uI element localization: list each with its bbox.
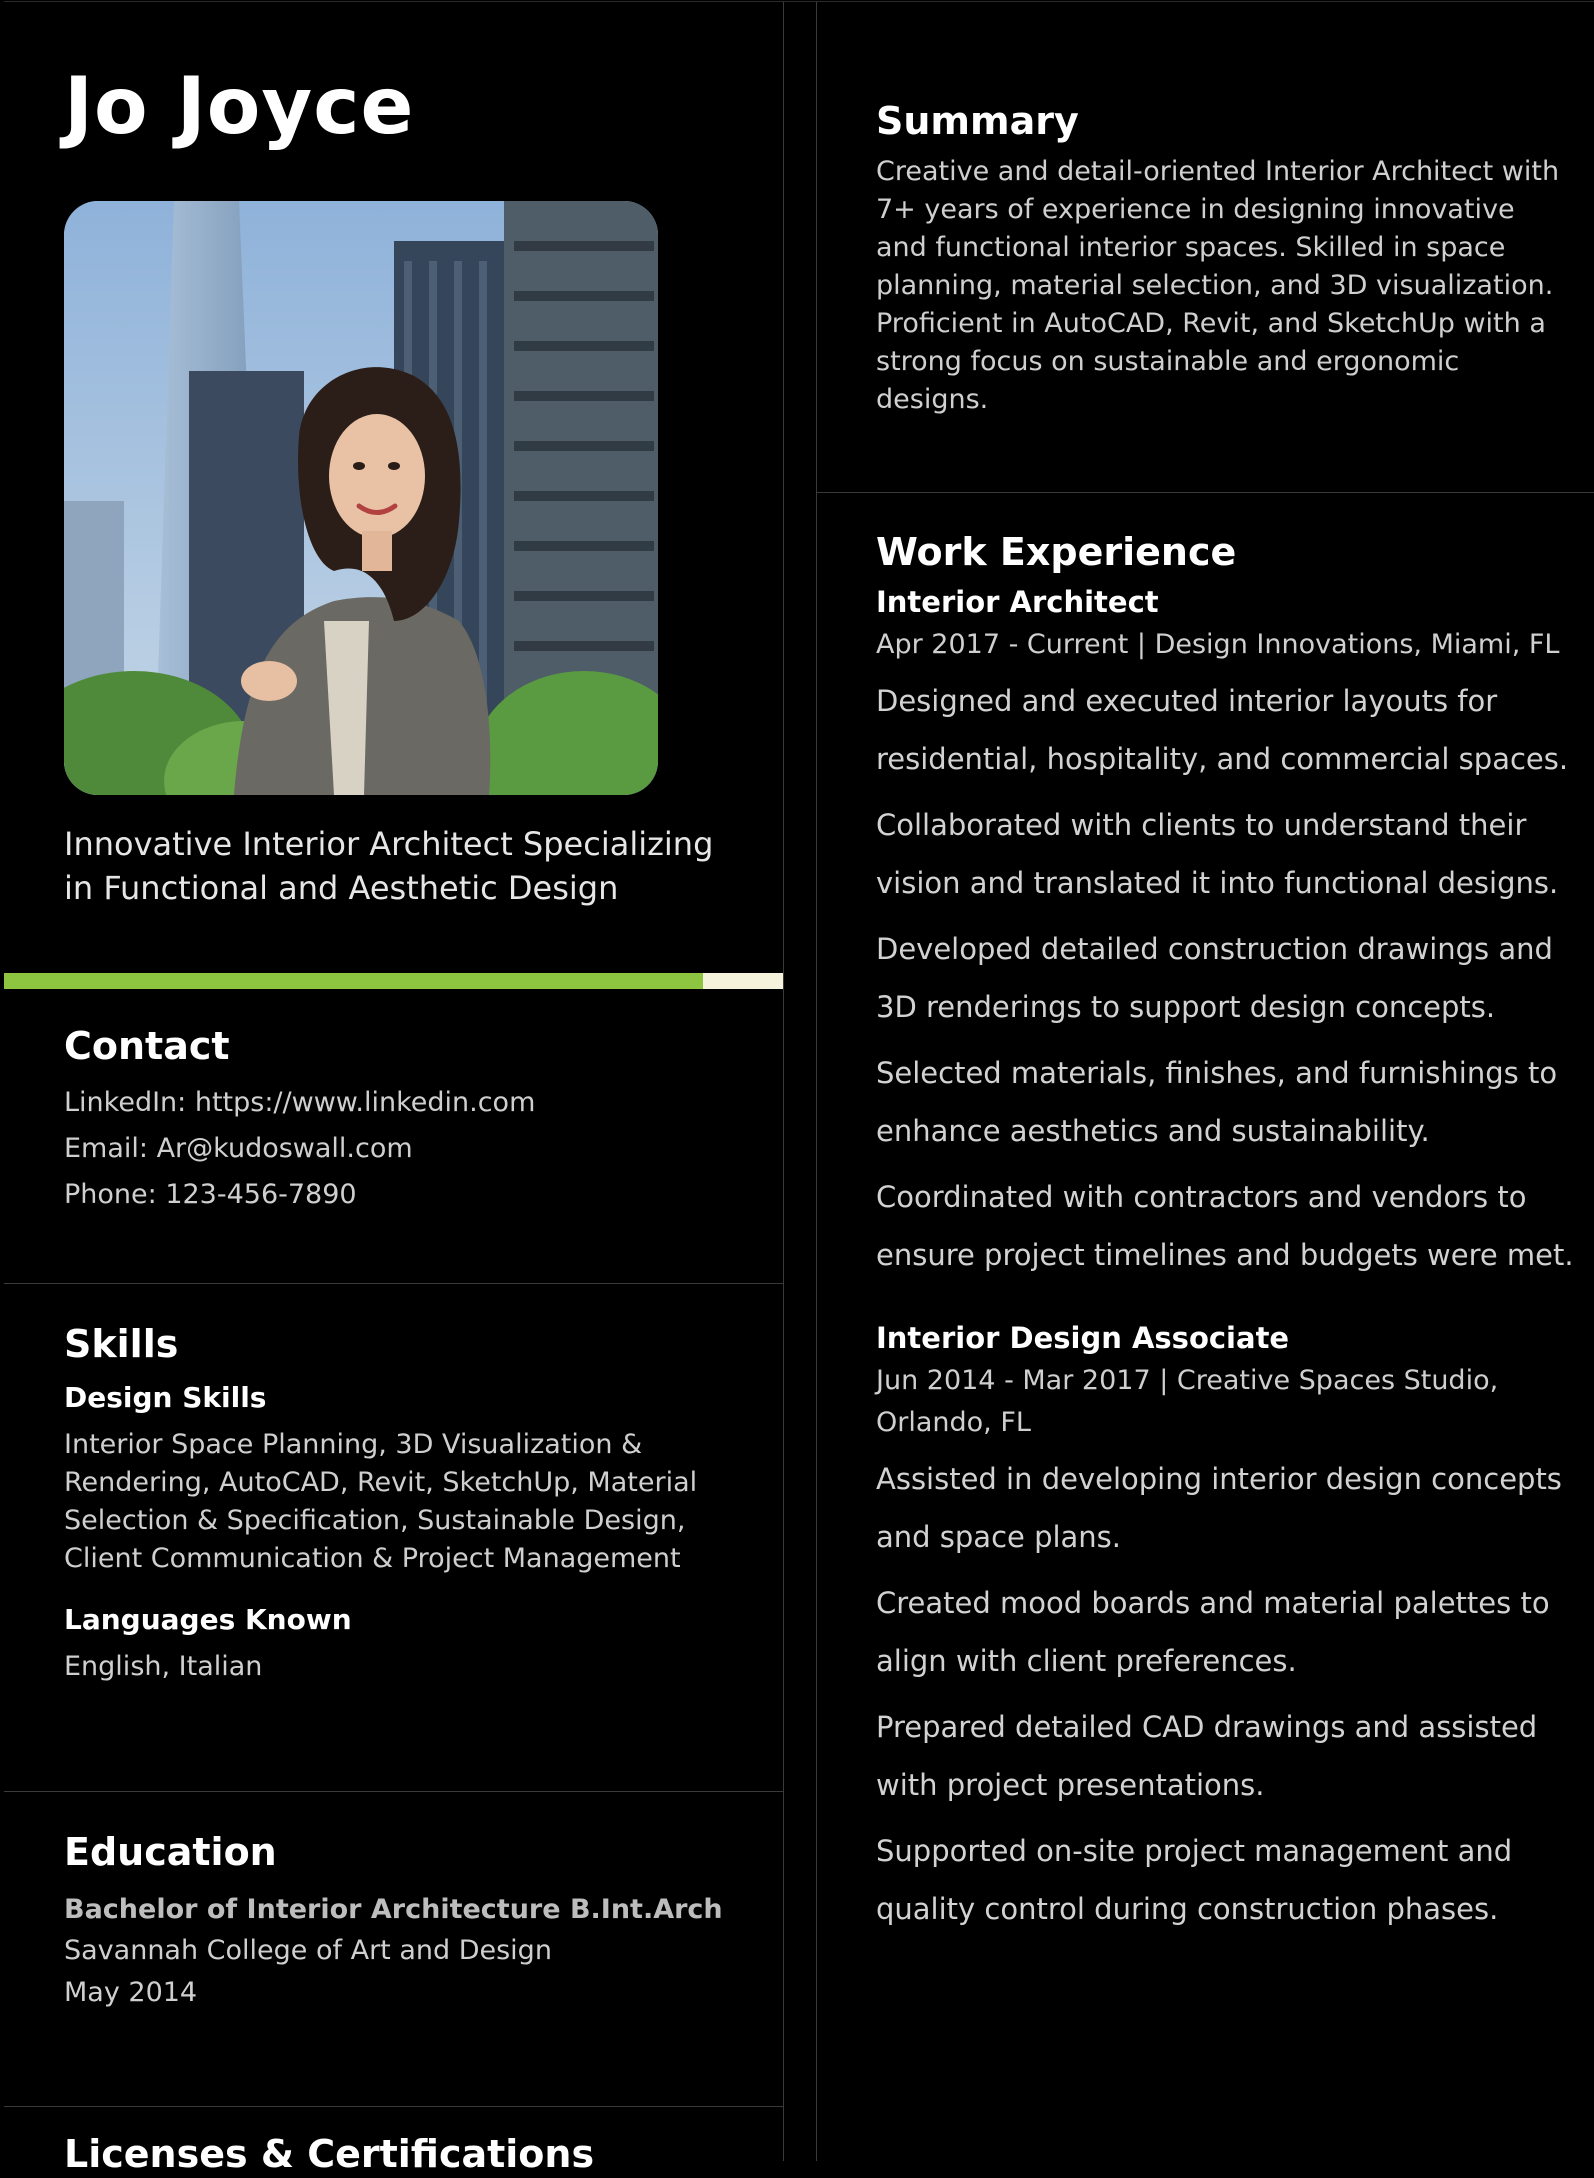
job-meta: Jun 2014 - Mar 2017 | Creative Spaces Studio, Orlando, FL — [876, 1365, 1499, 1438]
skills-heading: Skills — [64, 1322, 179, 1366]
job-entry — [876, 582, 1576, 1284]
summary-heading: Summary — [876, 99, 1079, 143]
divider-summary-work — [817, 492, 1594, 493]
design-skills-text: Interior Space Planning, 3D Visualization & Rendering, AutoCAD, Revit, SketchUp, Material Selection & Specification, Sustainable Design, Client Communication & Project Management — [64, 1429, 698, 1574]
job-bullet: Developed detailed construction drawings and 3D renderings to support design concepts. — [876, 932, 1553, 1024]
education-section — [64, 1828, 754, 2014]
languages-heading: Languages Known — [64, 1603, 352, 1636]
job-entry — [876, 1318, 1576, 1938]
licenses-heading: Licenses & Certifications — [64, 2132, 595, 2176]
resume-page — [4, 1, 1594, 2176]
job-title: Interior Design Associate — [876, 1321, 1290, 1355]
right-column — [817, 2, 1594, 2161]
design-skills-heading: Design Skills — [64, 1381, 267, 1414]
accent-bar-green — [4, 973, 703, 989]
education-school: Savannah College of Art and Design — [64, 1935, 552, 1966]
skills-section — [64, 1320, 744, 1708]
left-column — [4, 2, 783, 2176]
contact-heading: Contact — [64, 1024, 230, 1068]
accent-bar — [4, 973, 783, 989]
summary-section — [876, 97, 1566, 419]
work-experience-heading: Work Experience — [876, 530, 1237, 574]
divider-education-licenses — [4, 2106, 783, 2107]
column-gutter — [784, 2, 816, 2161]
job-meta: Apr 2017 - Current | Design Innovations, Miami, FL — [876, 629, 1560, 660]
job-bullet: Selected materials, finishes, and furnishings to enhance aesthetics and sustainability. — [876, 1056, 1558, 1148]
job-bullet: Supported on-site project management and quality control during construction phases. — [876, 1834, 1513, 1926]
education-degree: Bachelor of Interior Architecture B.Int.Arch — [64, 1894, 723, 1925]
job-bullet: Created mood boards and material palettes to align with client preferences. — [876, 1586, 1550, 1678]
profile-photo — [64, 201, 658, 795]
contact-phone: Phone: 123-456-7890 — [64, 1179, 357, 1210]
languages-text: English, Italian — [64, 1651, 263, 1682]
education-date: May 2014 — [64, 1977, 198, 2008]
job-bullet: Coordinated with contractors and vendors to ensure project timelines and budgets were met. — [876, 1180, 1574, 1272]
work-experience-section — [876, 528, 1576, 1972]
job-title: Interior Architect — [876, 585, 1159, 619]
job-bullet: Assisted in developing interior design concepts and space plans. — [876, 1462, 1562, 1554]
accent-bar-cream — [703, 973, 783, 989]
education-heading: Education — [64, 1830, 277, 1874]
contact-email[interactable]: Email: Ar@kudoswall.com — [64, 1133, 413, 1164]
divider-skills-education — [4, 1791, 783, 1792]
summary-text: Creative and detail-oriented Interior Architect with 7+ years of experience in designing innovative and functional interior spaces. Skilled in space planning, material selection, and 3D visualization. Proficient in AutoCAD, Revit, and SketchUp with a strong focus on sustainable and ergonomic designs. — [876, 156, 1560, 415]
divider-contact-skills — [4, 1283, 783, 1284]
job-bullet: Designed and executed interior layouts for residential, hospitality, and commercial spaces. — [876, 684, 1569, 776]
tagline: Innovative Interior Architect Specializing in Functional and Aesthetic Design — [64, 825, 714, 907]
job-bullet: Prepared detailed CAD drawings and assisted with project presentations. — [876, 1710, 1538, 1802]
contact-section — [64, 1022, 754, 1218]
job-bullet: Collaborated with clients to understand their vision and translated it into functional designs. — [876, 808, 1559, 900]
contact-linkedin[interactable]: LinkedIn: https://www.linkedin.com — [64, 1087, 536, 1118]
licenses-section — [64, 2130, 754, 2178]
candidate-name: Jo Joyce — [64, 62, 415, 152]
